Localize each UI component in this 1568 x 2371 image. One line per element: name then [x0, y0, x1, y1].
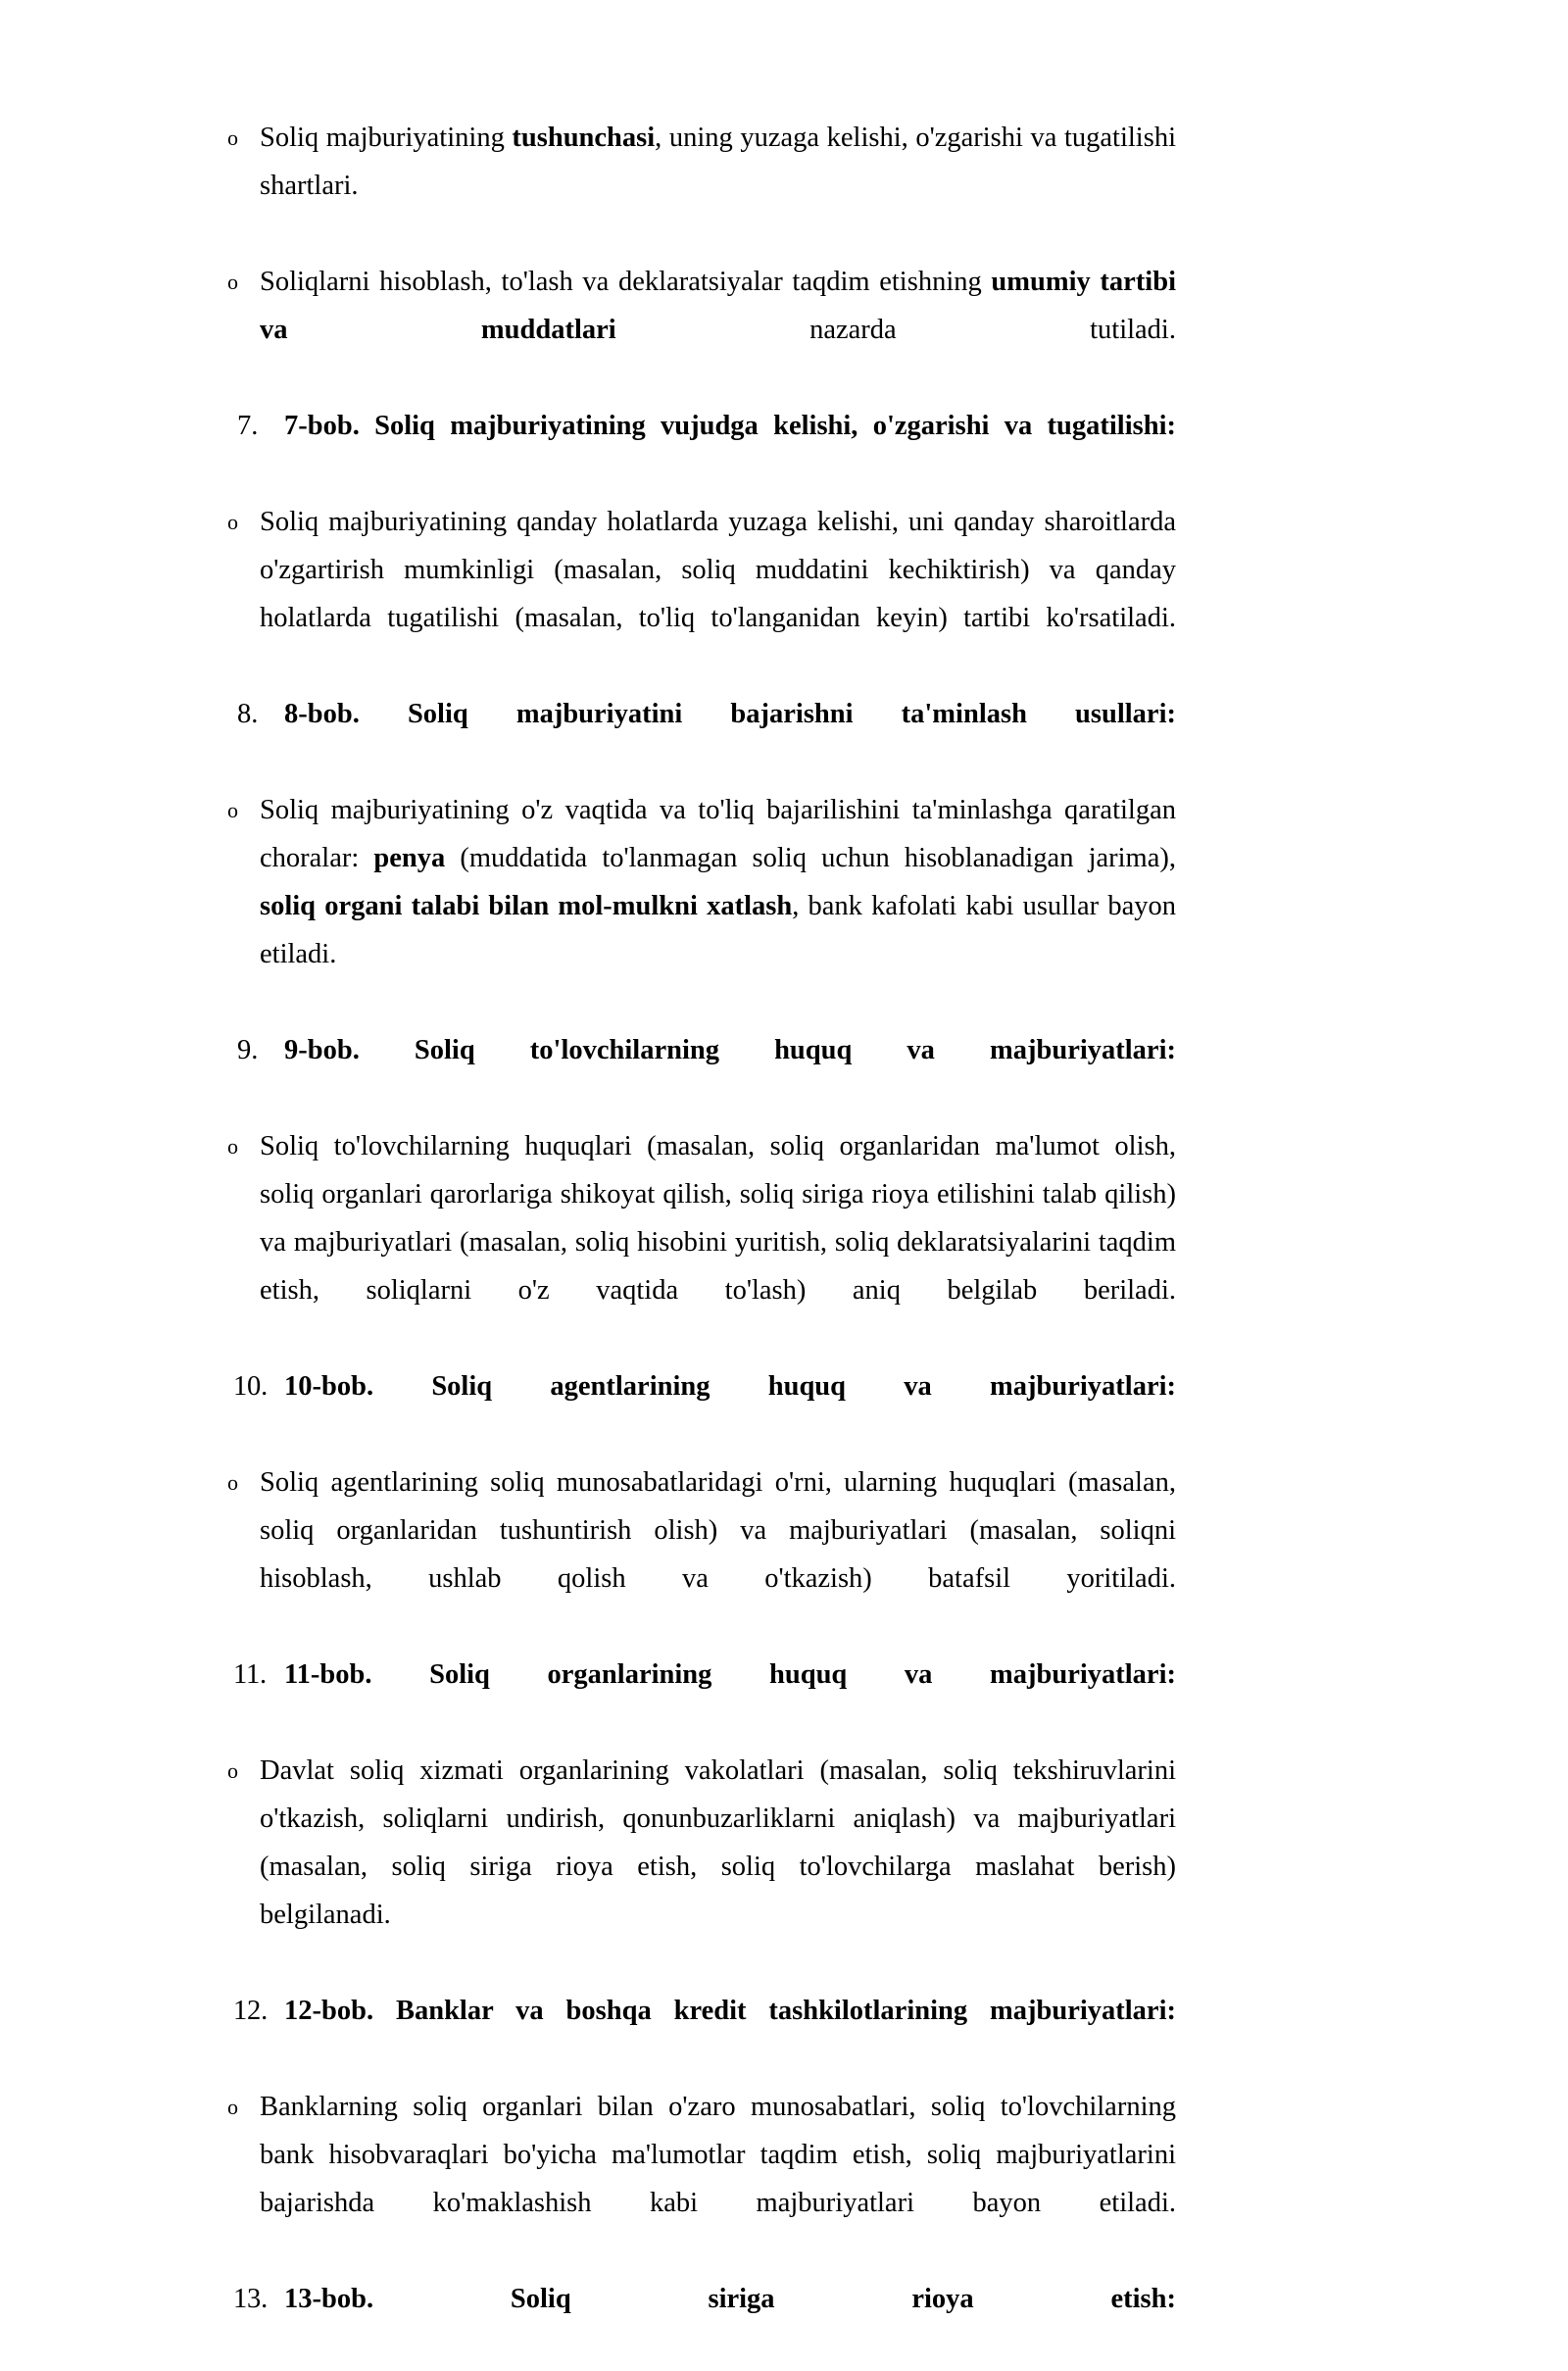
bullet-soliq-tolovchilarning-huquqlari [0, 1122, 1372, 1362]
emphasis-text: 8-bob. Soliq majburiyatini bajarishni ta'minlash usullari: [284, 699, 1176, 729]
body-text: Banklarning soliq organlari bilan o'zaro munosabatlari, soliq to'lovchilarning bank hisobvaraqlari bo'yicha ma'lumotlar taqdim etish, soliq majburiyatlarini bajarishda ko'maklashish kabi majburiyatlari bayon etiladi. [260, 2092, 1176, 2218]
emphasis-text: 11-bob. Soliq organlarining huquq va majburiyatlari: [284, 1659, 1176, 1690]
bullet-banklarning-soliq-organlari-bilan [0, 2083, 1372, 2275]
emphasis-text: soliq organi talabi bilan mol-mulkni xatlash [260, 891, 793, 921]
bullet-marker-icon: o [227, 798, 238, 822]
emphasis-text: 7-bob. Soliq majburiyatining vujudga kelishi, o'zgarishi va tugatilishi: [284, 411, 1176, 441]
emphasis-text: 12-bob. Banklar va boshqa kredit tashkilotlarining majburiyatlari: [284, 1996, 1176, 2026]
body-text: Soliq agentlarining soliq munosabatlaridagi o'rni, ularning huquqlari (masalan, soliq organlaridan tushuntirish olish) va majburiyatlari (masalan, soliqni hisoblash, ushlab qolish va o'tkazish) batafsil yoritiladi. [260, 1467, 1176, 1594]
bullet-marker-icon: o [227, 125, 238, 150]
body-text: Soliq majburiyatining [260, 123, 513, 153]
bullet-marker-icon: o [227, 1758, 238, 1783]
emphasis-text: 10-bob. Soliq agentlarining huquq va majburiyatlari: [284, 1371, 1176, 1402]
body-text: Soliq to'lovchilarning huquqlari (masalan, soliq organlaridan ma'lumot olish, soliq organlari qarorlariga shikoyat qilish, soliq siriga rioya etilishini talab qilish) va majburiyatlari (masalan, soliq hisobini yuritish, soliq deklaratsiyalarini taqdim etish, soliqlarni o'z vaqtida to'lash) aniq belgilab beriladi. [260, 1131, 1176, 1306]
emphasis-text: penya [373, 843, 446, 873]
bullet-soliq-majburiyatining-oz-vaqtida [0, 786, 1372, 1026]
bullet-marker-icon: o [227, 1134, 238, 1159]
bullet-soliqlarni-hisoblash-tolash [0, 258, 1372, 402]
list-number-marker: 8. [237, 699, 259, 729]
list-item-8 [0, 690, 1372, 786]
bullet-marker-icon: o [227, 1470, 238, 1495]
bullet-soliq-majburiyatining-qanday-holatlarda [0, 498, 1372, 690]
list-number-marker: 9. [237, 1035, 259, 1065]
body-text: nazarda tutiladi. [615, 315, 1176, 345]
list-item-7 [0, 402, 1372, 498]
body-text: Soliq majburiyatining o'z vaqtida va to'liq bajarilishini ta'minlashga qaratilgan choralar: [260, 795, 1176, 873]
list-number-marker: 10. [233, 1371, 269, 1402]
list-number-marker: 12. [233, 1996, 269, 2026]
body-text: Soliqlarni hisoblash, to'lash va deklaratsiyalar taqdim etishning [260, 267, 992, 297]
bullet-marker-icon: o [227, 2095, 238, 2119]
bullet-marker-icon: o [227, 510, 238, 534]
emphasis-text: 9-bob. Soliq to'lovchilarning huquq va majburiyatlari: [284, 1035, 1176, 1065]
body-text: Soliq majburiyatining qanday holatlarda yuzaga kelishi, uni qanday sharoitlarda o'zgartirish mumkinligi (masalan, soliq muddatini kechiktirish) va qanday holatlarda tugatilishi (masalan, to'liq to'langanidan keyin) tartibi ko'rsatiladi. [260, 507, 1176, 633]
body-text: , uning yuzaga kelishi, o'zgarishi va tugatilishi shartlari. [260, 123, 1176, 201]
body-text: (muddatida to'lanmagan soliq uchun hisoblanadigan jarima), [445, 843, 1176, 873]
list-number-marker: 13. [233, 2284, 269, 2314]
list-item-11 [0, 1651, 1372, 1747]
bullet-soliq-majburiyatining-tushunchasi [0, 114, 1372, 258]
body-text: Davlat soliq xizmati organlarining vakolatlari (masalan, soliq tekshiruvlarini o'tkazish, soliqlarni undirish, qonunbuzarliklarni aniqlash) va majburiyatlari (masalan, soliq siriga rioya etish, soliq to'lovchilarga maslahat berish) belgilanadi. [260, 1755, 1176, 1930]
emphasis-text: umumiy tartibi va muddatlari [260, 267, 1176, 345]
emphasis-text: tushunchasi [512, 123, 656, 153]
list-item-9 [0, 1026, 1372, 1122]
list-number-marker: 11. [233, 1659, 267, 1690]
emphasis-text: 13-bob. Soliq siriga rioya etish: [284, 2284, 1176, 2314]
list-item-13 [0, 2275, 1372, 2371]
body-text: , bank kafolati kabi usullar bayon etiladi. [260, 891, 1176, 969]
bullet-davlat-soliq-xizmati-vakolatlari [0, 1747, 1372, 1987]
bullet-marker-icon: o [227, 270, 238, 294]
list-item-10 [0, 1362, 1372, 1458]
list-number-marker: 7. [237, 411, 259, 441]
bullet-soliq-agentlarining-orni [0, 1458, 1372, 1651]
document-body [0, 114, 1568, 2371]
list-item-12 [0, 1987, 1372, 2083]
